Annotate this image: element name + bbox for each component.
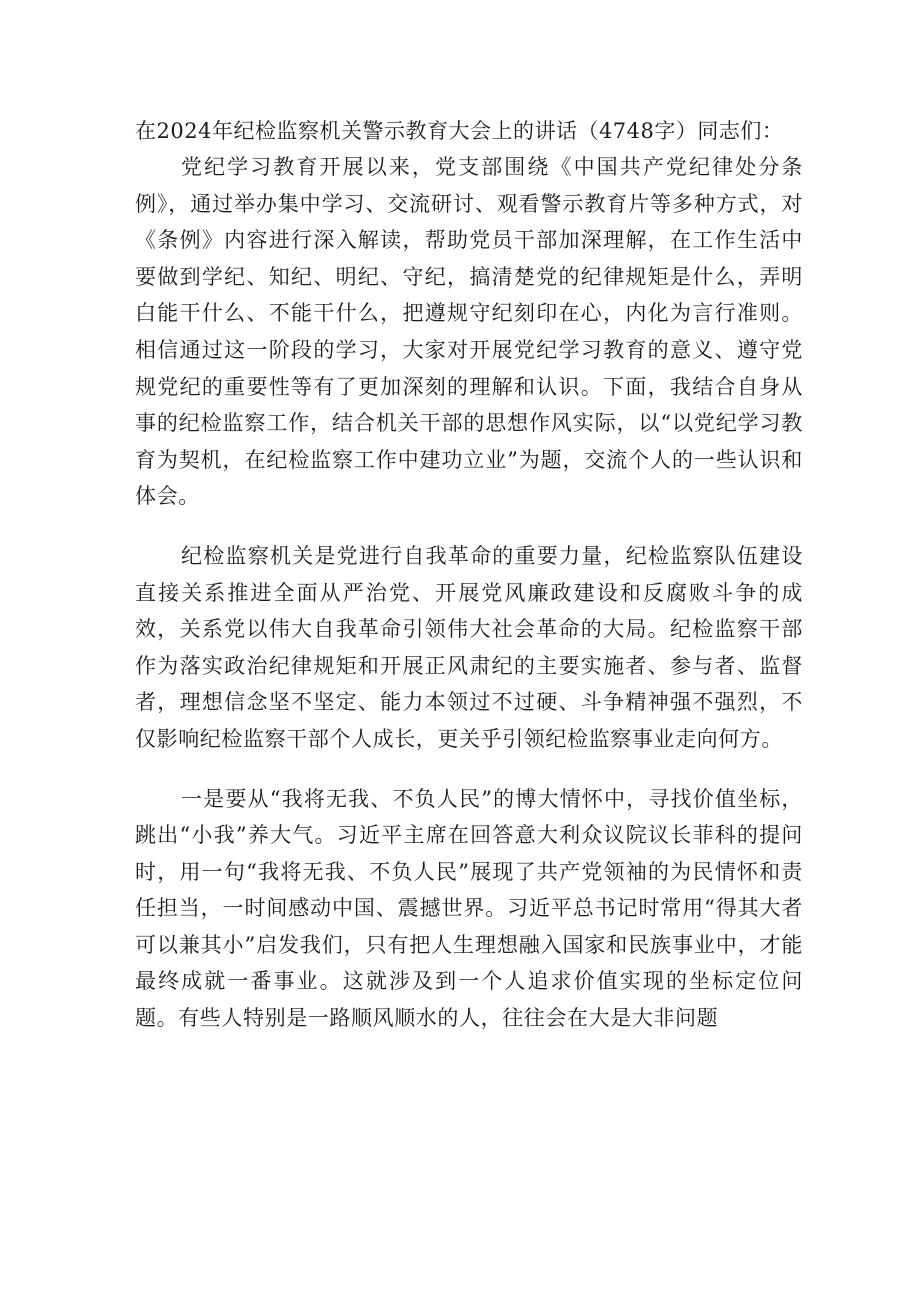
speech-title: 在2024年纪检监察机关警示教育大会上的讲话（4748字）同志们： [135, 119, 784, 143]
paragraph-intro: 党纪学习教育开展以来，党支部围绕《中国共产党纪律处分条例》，通过举办集中学习、交流研讨、观看警示教育片等多种方式，对《条例》内容进行深入解读，帮助党员干部加深理解，在工作生活中要做到学纪、知纪、明纪、守纪，搞清楚党的纪律规矩是什么，弄明白能干什么、不能干什么，把遵规守纪刻印在心，内化为言行准则。相信通过这一阶段的学习，大家对开展党纪学习教育的意义、遵守党规党纪的重要性等有了更加深刻的理解和认识。下面，我结合自身从事的纪检监察工作，结合机关干部的思想作风实际，以“以党纪学习教育为契机，在纪检监察工作中建功立业”为题，交流个人的一些认识和体会。 [135, 155, 803, 509]
paragraph-role-of-discipline-organs: 纪检监察机关是党进行自我革命的重要力量，纪检监察队伍建设直接关系推进全面从严治党、开展党风廉政建设和反腐败斗争的成效，关系党以伟大自我革命引领伟大社会革命的大局。纪检监察干部作为落实政治纪律规矩和开展正风肃纪的主要实施者、参与者、监督者，理想信念坚不坚定、能力本领过不过硬、斗争精神强不强烈，不仅影响纪检监察干部个人成长，更关乎引领纪检监察事业走向何方。 [135, 543, 803, 751]
document-body [135, 113, 803, 1037]
paragraph-point-one: 一是要从“我将无我、不负人民”的博大情怀中，寻找价值坐标，跳出“小我”养大气。习近平主席在回答意大利众议院议长菲科的提问时，用一句“我将无我、不负人民”展现了共产党领袖的为民情怀和责任担当，一时间感动中国、震撼世界。习近平总书记时常用“得其大者可以兼其小”启发我们，只有把人生理想融入国家和民族事业中，才能最终成就一番事业。这就涉及到一个人追求价值实现的坐标定位问题。有些人特别是一路顺风顺水的人，往往会在大是大非问题 [135, 786, 803, 1031]
